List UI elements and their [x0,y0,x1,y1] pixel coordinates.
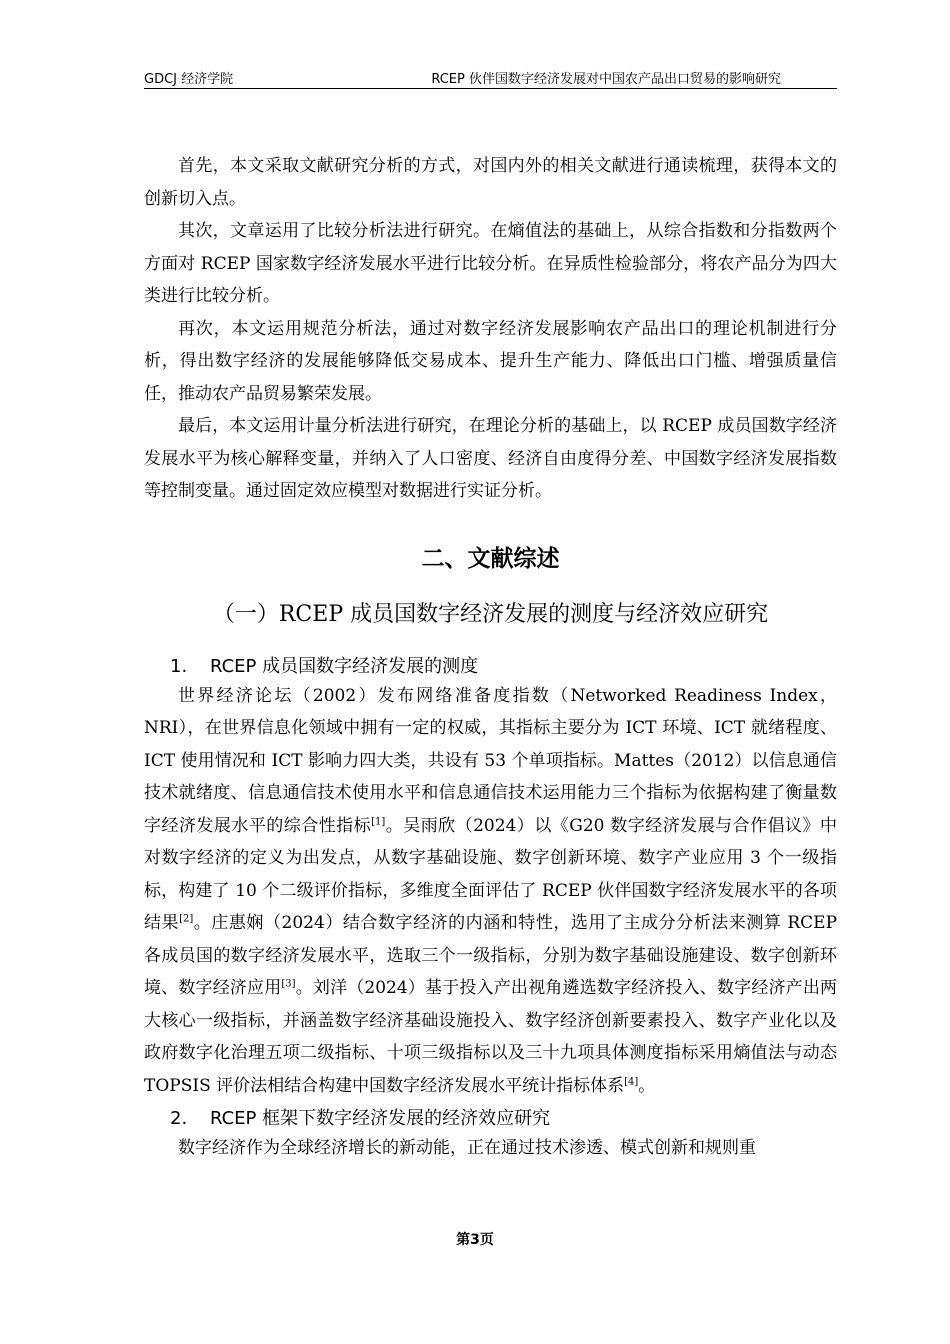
citation-ref: [3] [281,978,296,990]
paragraph-text: 。庄惠娴（2024）结合数字经济的内涵和特性，选用了主成分分析法来测算 RCEP 各成员国的数字经济发展水平，选取三个一级指标，分别为数字基础设施建设、数字创新环境、数字经济应用 [144,913,838,998]
header-left: GDCJ 经济学院 [144,72,234,87]
paragraph-text: 世界经济论坛（2002）发布网络准备度指数（Networked Readiness Index，NRI），在世界信息化领域中拥有一定的权威，其指标主要分为 ICT 环境、ICT 就绪程度、ICT 使用情况和 ICT 影响力四大类，共设有 53 个单项指标。Mattes（2012）以信息通信技术就绪度、信息通信技术使用水平和信息通信技术运用能力三个指标为依据构建了衡量数字经济发展水平的综合性指标 [144,685,837,836]
section-heading: 二、文献综述 [421,545,560,572]
subheading-number: 2. [170,1108,188,1129]
body-content [144,150,837,1165]
subheading-number: 1. [170,655,188,677]
paragraph: 再次，本文运用规范分析法，通过对数字经济发展影响农产品出口的理论机制进行分析，得出数字经济的发展能够降低交易成本、提升生产能力、降低出口门槛、增强质量信任，推动农产品贸易繁荣发展。 [144,318,837,404]
subsection-heading: （一）RCEP 成员国数字经济发展的测度与经济效应研究 [212,601,769,627]
subheading-title: RCEP 成员国数字经济发展的测度 [210,655,479,677]
paragraph-text: 。刘洋（2024）基于投入产出视角遴选数字经济投入、数字经济产出两大核心一级指标，并涵盖数字经济基础设施投入、数字经济创新要素投入、数字产业化以及政府数字化治理五项二级指标、十项三级指标以及三十九项具体测度指标采用熵值法与动态 TOPSIS 评价法相结合构建中国数字经济发展水平统计指标体系 [144,978,838,1096]
subheading-2 [170,1102,837,1136]
paragraph [144,680,837,1103]
paragraph: 其次，文章运用了比较分析法进行研究。在熵值法的基础上，从综合指数和分指数两个方面对 RCEP 国家数字经济发展水平进行比较分析。在异质性检验部分，将农产品分为四大类进行比较分析。 [144,221,837,306]
header-right: RCEP 伙伴国数字经济发展对中国农产品出口贸易的影响研究 [431,72,781,87]
subheading-1 [170,650,837,684]
paragraph: 数字经济作为全球经济增长的新动能，正在通过技术渗透、模式创新和规则重 [178,1138,756,1158]
citation-ref: [4] [624,1075,639,1087]
paragraph-text: 。 [638,1075,656,1096]
paragraph-text: 。吴雨欣（2024）以《G20 数字经济发展与合作倡议》中对数字经济的定义为出发点，从数字基础设施、数字创新环境、数字产业应用 3 个一级指标，构建了 10 个二级评价指标，多维度全面评估了 RCEP 伙伴国数字经济发展水平的各项结果 [144,815,837,933]
paragraph: 首先，本文采取文献研究分析的方式，对国内外的相关文献进行通读梳理，获得本文的创新切入点。 [144,156,837,209]
citation-ref: [1] [371,815,386,827]
subheading-title: RCEP 框架下数字经济发展的经济效应研究 [210,1108,551,1129]
paragraph: 最后，本文运用计量分析法进行研究，在理论分析的基础上，以 RCEP 成员国数字经济发展水平为核心解释变量，并纳入了人口密度、经济自由度得分差、中国数字经济发展指数等控制变量。通过固定效应模型对数据进行实证分析。 [144,416,837,501]
page-number: 第3页 [456,1232,494,1248]
running-header [144,66,837,89]
citation-ref: [2] [179,913,194,925]
